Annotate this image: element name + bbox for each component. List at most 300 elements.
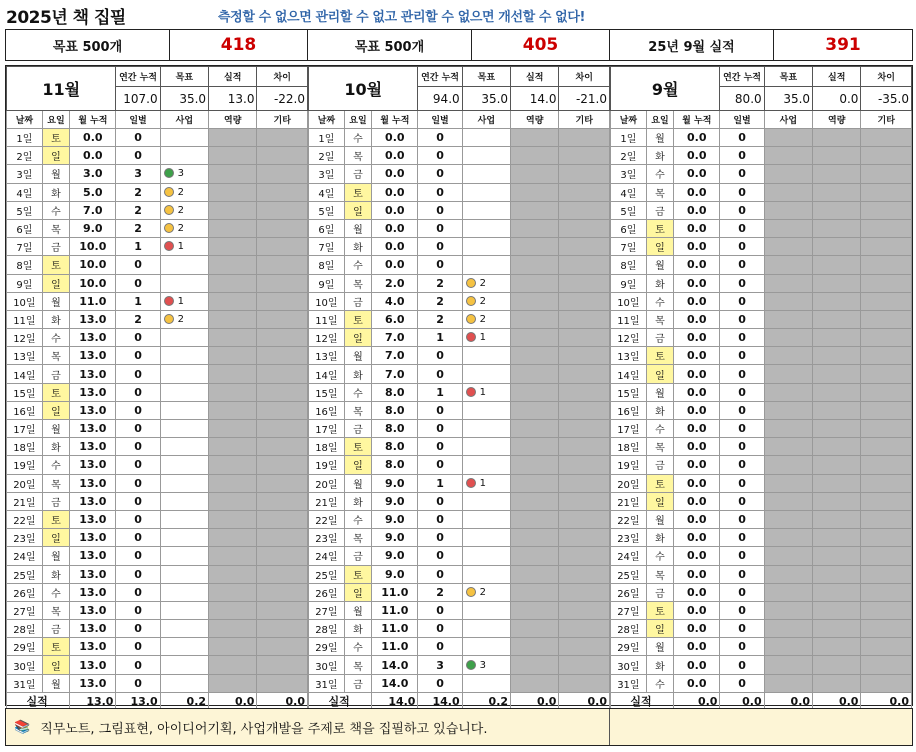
capacity-cell[interactable] <box>511 510 559 528</box>
daily-count-cell[interactable]: 0 <box>418 347 462 365</box>
daily-count-cell[interactable]: 2 <box>116 219 160 237</box>
etc-cell[interactable] <box>861 547 912 565</box>
daily-count-cell[interactable]: 1 <box>116 238 160 256</box>
business-cell[interactable] <box>462 401 510 419</box>
capacity-cell[interactable] <box>209 438 257 456</box>
monthly-cumulative-cell[interactable]: 11.0 <box>372 583 418 601</box>
business-cell[interactable] <box>462 201 510 219</box>
daily-count-cell[interactable]: 1 <box>116 292 160 310</box>
business-cell[interactable] <box>764 547 812 565</box>
daily-count-cell[interactable]: 0 <box>116 474 160 492</box>
etc-cell[interactable] <box>559 601 610 619</box>
business-cell[interactable] <box>462 219 510 237</box>
weekday-cell[interactable]: 화 <box>344 238 371 256</box>
actual-value[interactable]: 14.0 <box>511 87 559 111</box>
etc-cell[interactable] <box>559 401 610 419</box>
capacity-cell[interactable] <box>813 129 861 147</box>
capacity-cell[interactable] <box>209 129 257 147</box>
capacity-cell[interactable] <box>511 274 559 292</box>
date-cell[interactable]: 22일 <box>309 510 345 528</box>
daily-count-cell[interactable]: 0 <box>418 547 462 565</box>
date-cell[interactable]: 15일 <box>7 383 43 401</box>
business-cell[interactable] <box>160 601 208 619</box>
etc-cell[interactable] <box>559 674 610 692</box>
capacity-cell[interactable] <box>813 492 861 510</box>
capacity-cell[interactable] <box>511 310 559 328</box>
etc-cell[interactable] <box>257 310 308 328</box>
monthly-cumulative-cell[interactable]: 3.0 <box>70 165 116 183</box>
weekday-cell[interactable]: 화 <box>646 656 673 674</box>
daily-count-cell[interactable]: 0 <box>720 183 764 201</box>
date-cell[interactable]: 6일 <box>611 219 647 237</box>
daily-count-cell[interactable]: 0 <box>418 638 462 656</box>
business-cell[interactable] <box>462 292 510 310</box>
daily-count-cell[interactable]: 0 <box>418 438 462 456</box>
etc-cell[interactable] <box>257 383 308 401</box>
capacity-cell[interactable] <box>813 620 861 638</box>
capacity-cell[interactable] <box>209 583 257 601</box>
capacity-cell[interactable] <box>209 147 257 165</box>
monthly-cumulative-cell[interactable]: 0.0 <box>674 565 720 583</box>
monthly-cumulative-cell[interactable]: 13.0 <box>70 456 116 474</box>
weekday-cell[interactable]: 화 <box>42 438 69 456</box>
business-cell[interactable] <box>160 219 208 237</box>
monthly-cumulative-cell[interactable]: 13.0 <box>70 620 116 638</box>
weekday-cell[interactable]: 목 <box>344 147 371 165</box>
daily-count-cell[interactable]: 0 <box>116 365 160 383</box>
capacity-cell[interactable] <box>511 383 559 401</box>
monthly-cumulative-cell[interactable]: 11.0 <box>70 292 116 310</box>
daily-count-cell[interactable]: 0 <box>418 492 462 510</box>
date-cell[interactable]: 30일 <box>7 656 43 674</box>
etc-cell[interactable] <box>559 438 610 456</box>
business-cell[interactable] <box>764 656 812 674</box>
business-cell[interactable] <box>764 274 812 292</box>
monthly-cumulative-cell[interactable]: 13.0 <box>70 583 116 601</box>
monthly-cumulative-cell[interactable]: 11.0 <box>372 601 418 619</box>
etc-cell[interactable] <box>861 601 912 619</box>
total-daily[interactable]: 0.0 <box>720 692 764 710</box>
date-cell[interactable]: 5일 <box>309 201 345 219</box>
capacity-cell[interactable] <box>209 201 257 219</box>
etc-cell[interactable] <box>559 183 610 201</box>
business-cell[interactable] <box>764 529 812 547</box>
date-cell[interactable]: 4일 <box>309 183 345 201</box>
weekday-cell[interactable]: 토 <box>344 310 371 328</box>
etc-cell[interactable] <box>861 492 912 510</box>
capacity-cell[interactable] <box>209 420 257 438</box>
date-cell[interactable]: 4일 <box>611 183 647 201</box>
weekday-cell[interactable]: 수 <box>344 129 371 147</box>
weekday-cell[interactable]: 월 <box>646 383 673 401</box>
monthly-cumulative-cell[interactable]: 0.0 <box>674 329 720 347</box>
business-cell[interactable] <box>764 256 812 274</box>
capacity-cell[interactable] <box>813 329 861 347</box>
weekday-cell[interactable]: 목 <box>42 474 69 492</box>
date-cell[interactable]: 4일 <box>7 183 43 201</box>
etc-cell[interactable] <box>559 620 610 638</box>
business-cell[interactable] <box>462 129 510 147</box>
capacity-cell[interactable] <box>209 547 257 565</box>
capacity-cell[interactable] <box>813 638 861 656</box>
business-cell[interactable] <box>160 638 208 656</box>
monthly-cumulative-cell[interactable]: 0.0 <box>70 147 116 165</box>
daily-count-cell[interactable]: 0 <box>116 601 160 619</box>
monthly-cumulative-cell[interactable]: 13.0 <box>70 474 116 492</box>
weekday-cell[interactable]: 일 <box>42 529 69 547</box>
capacity-cell[interactable] <box>511 401 559 419</box>
date-cell[interactable]: 1일 <box>309 129 345 147</box>
weekday-cell[interactable]: 목 <box>42 347 69 365</box>
date-cell[interactable]: 25일 <box>611 565 647 583</box>
daily-count-cell[interactable]: 0 <box>720 456 764 474</box>
business-cell[interactable] <box>764 492 812 510</box>
weekday-cell[interactable]: 수 <box>42 583 69 601</box>
capacity-cell[interactable] <box>813 383 861 401</box>
weekday-cell[interactable]: 목 <box>344 274 371 292</box>
business-cell[interactable] <box>462 510 510 528</box>
capacity-cell[interactable] <box>209 292 257 310</box>
date-cell[interactable]: 25일 <box>309 565 345 583</box>
date-cell[interactable]: 9일 <box>611 274 647 292</box>
weekday-cell[interactable]: 수 <box>344 510 371 528</box>
monthly-cumulative-cell[interactable]: 14.0 <box>372 674 418 692</box>
daily-count-cell[interactable]: 1 <box>418 383 462 401</box>
etc-cell[interactable] <box>559 547 610 565</box>
capacity-cell[interactable] <box>209 383 257 401</box>
date-cell[interactable]: 24일 <box>611 547 647 565</box>
weekday-cell[interactable]: 금 <box>646 456 673 474</box>
monthly-cumulative-cell[interactable]: 10.0 <box>70 274 116 292</box>
business-cell[interactable] <box>462 274 510 292</box>
monthly-cumulative-cell[interactable]: 0.0 <box>674 238 720 256</box>
date-cell[interactable]: 30일 <box>309 656 345 674</box>
weekday-cell[interactable]: 금 <box>42 620 69 638</box>
weekday-cell[interactable]: 목 <box>646 438 673 456</box>
date-cell[interactable]: 31일 <box>7 674 43 692</box>
date-cell[interactable]: 31일 <box>611 674 647 692</box>
monthly-cumulative-cell[interactable]: 10.0 <box>70 238 116 256</box>
business-cell[interactable] <box>160 583 208 601</box>
monthly-cumulative-cell[interactable]: 13.0 <box>70 638 116 656</box>
etc-cell[interactable] <box>559 583 610 601</box>
date-cell[interactable]: 12일 <box>7 329 43 347</box>
weekday-cell[interactable]: 금 <box>344 420 371 438</box>
monthly-cumulative-cell[interactable]: 0.0 <box>674 420 720 438</box>
daily-count-cell[interactable]: 0 <box>720 583 764 601</box>
capacity-cell[interactable] <box>511 474 559 492</box>
weekday-cell[interactable]: 토 <box>42 638 69 656</box>
monthly-cumulative-cell[interactable]: 0.0 <box>674 219 720 237</box>
etc-cell[interactable] <box>559 347 610 365</box>
weekday-cell[interactable]: 토 <box>646 474 673 492</box>
capacity-cell[interactable] <box>813 474 861 492</box>
daily-count-cell[interactable]: 0 <box>720 401 764 419</box>
date-cell[interactable]: 31일 <box>309 674 345 692</box>
monthly-cumulative-cell[interactable]: 2.0 <box>372 274 418 292</box>
summary-value-2[interactable]: 405 <box>472 30 610 60</box>
diff-value[interactable]: -21.0 <box>559 87 610 111</box>
daily-count-cell[interactable]: 0 <box>116 256 160 274</box>
business-cell[interactable] <box>764 365 812 383</box>
date-cell[interactable]: 16일 <box>7 401 43 419</box>
business-cell[interactable] <box>160 292 208 310</box>
etc-cell[interactable] <box>257 274 308 292</box>
capacity-cell[interactable] <box>511 238 559 256</box>
total-monthly[interactable]: 0.0 <box>674 692 720 710</box>
date-cell[interactable]: 7일 <box>309 238 345 256</box>
monthly-cumulative-cell[interactable]: 0.0 <box>372 147 418 165</box>
etc-cell[interactable] <box>559 420 610 438</box>
weekday-cell[interactable]: 화 <box>344 365 371 383</box>
weekday-cell[interactable]: 일 <box>646 238 673 256</box>
date-cell[interactable]: 26일 <box>7 583 43 601</box>
etc-cell[interactable] <box>257 219 308 237</box>
daily-count-cell[interactable]: 0 <box>116 438 160 456</box>
daily-count-cell[interactable]: 2 <box>116 201 160 219</box>
etc-cell[interactable] <box>559 329 610 347</box>
capacity-cell[interactable] <box>511 656 559 674</box>
weekday-cell[interactable]: 일 <box>42 401 69 419</box>
etc-cell[interactable] <box>559 292 610 310</box>
summary-label-3[interactable]: 25년 9월 실적 <box>610 30 774 60</box>
etc-cell[interactable] <box>257 420 308 438</box>
weekday-cell[interactable]: 목 <box>646 565 673 583</box>
monthly-cumulative-cell[interactable]: 0.0 <box>674 274 720 292</box>
weekday-cell[interactable]: 금 <box>646 201 673 219</box>
etc-cell[interactable] <box>257 456 308 474</box>
daily-count-cell[interactable]: 0 <box>418 510 462 528</box>
daily-count-cell[interactable]: 0 <box>418 674 462 692</box>
etc-cell[interactable] <box>861 583 912 601</box>
date-cell[interactable]: 29일 <box>611 638 647 656</box>
capacity-cell[interactable] <box>209 401 257 419</box>
date-cell[interactable]: 14일 <box>7 365 43 383</box>
etc-cell[interactable] <box>257 238 308 256</box>
date-cell[interactable]: 27일 <box>7 601 43 619</box>
monthly-cumulative-cell[interactable]: 0.0 <box>674 638 720 656</box>
daily-count-cell[interactable]: 0 <box>418 365 462 383</box>
daily-count-cell[interactable]: 2 <box>418 274 462 292</box>
daily-count-cell[interactable]: 0 <box>418 256 462 274</box>
etc-cell[interactable] <box>257 165 308 183</box>
capacity-cell[interactable] <box>813 510 861 528</box>
business-cell[interactable] <box>764 638 812 656</box>
weekday-cell[interactable]: 목 <box>646 310 673 328</box>
date-cell[interactable]: 6일 <box>309 219 345 237</box>
etc-cell[interactable] <box>559 129 610 147</box>
etc-cell[interactable] <box>257 183 308 201</box>
daily-count-cell[interactable]: 0 <box>418 183 462 201</box>
business-cell[interactable] <box>160 510 208 528</box>
etc-cell[interactable] <box>861 219 912 237</box>
date-cell[interactable]: 20일 <box>309 474 345 492</box>
weekday-cell[interactable]: 월 <box>42 165 69 183</box>
date-cell[interactable]: 21일 <box>309 492 345 510</box>
daily-count-cell[interactable]: 0 <box>720 147 764 165</box>
weekday-cell[interactable]: 월 <box>646 638 673 656</box>
business-cell[interactable] <box>160 129 208 147</box>
annual-value[interactable]: 80.0 <box>720 87 764 111</box>
capacity-cell[interactable] <box>813 201 861 219</box>
capacity-cell[interactable] <box>209 329 257 347</box>
etc-cell[interactable] <box>861 620 912 638</box>
daily-count-cell[interactable]: 0 <box>116 383 160 401</box>
etc-cell[interactable] <box>559 238 610 256</box>
etc-cell[interactable] <box>861 510 912 528</box>
weekday-cell[interactable]: 월 <box>344 347 371 365</box>
date-cell[interactable]: 15일 <box>611 383 647 401</box>
daily-count-cell[interactable]: 0 <box>720 274 764 292</box>
etc-cell[interactable] <box>861 456 912 474</box>
monthly-cumulative-cell[interactable]: 9.0 <box>372 529 418 547</box>
monthly-cumulative-cell[interactable]: 0.0 <box>674 310 720 328</box>
summary-label-2[interactable]: 목표 500개 <box>308 30 472 60</box>
daily-count-cell[interactable]: 0 <box>720 529 764 547</box>
monthly-cumulative-cell[interactable]: 13.0 <box>70 510 116 528</box>
total-capacity[interactable]: 0.0 <box>813 692 861 710</box>
business-cell[interactable] <box>764 510 812 528</box>
monthly-cumulative-cell[interactable]: 0.0 <box>674 529 720 547</box>
monthly-cumulative-cell[interactable]: 0.0 <box>70 129 116 147</box>
capacity-cell[interactable] <box>209 474 257 492</box>
weekday-cell[interactable]: 일 <box>42 274 69 292</box>
capacity-cell[interactable] <box>813 310 861 328</box>
daily-count-cell[interactable]: 0 <box>116 529 160 547</box>
weekday-cell[interactable]: 일 <box>646 492 673 510</box>
date-cell[interactable]: 16일 <box>309 401 345 419</box>
daily-count-cell[interactable]: 2 <box>418 292 462 310</box>
weekday-cell[interactable]: 금 <box>646 329 673 347</box>
weekday-cell[interactable]: 일 <box>344 201 371 219</box>
business-cell[interactable] <box>462 329 510 347</box>
business-cell[interactable] <box>160 329 208 347</box>
etc-cell[interactable] <box>861 438 912 456</box>
business-cell[interactable] <box>462 183 510 201</box>
daily-count-cell[interactable]: 0 <box>720 329 764 347</box>
capacity-cell[interactable] <box>511 456 559 474</box>
monthly-cumulative-cell[interactable]: 9.0 <box>372 492 418 510</box>
capacity-cell[interactable] <box>511 420 559 438</box>
capacity-cell[interactable] <box>511 329 559 347</box>
etc-cell[interactable] <box>559 510 610 528</box>
weekday-cell[interactable]: 금 <box>344 547 371 565</box>
capacity-cell[interactable] <box>511 147 559 165</box>
etc-cell[interactable] <box>257 510 308 528</box>
daily-count-cell[interactable]: 2 <box>418 583 462 601</box>
date-cell[interactable]: 9일 <box>309 274 345 292</box>
capacity-cell[interactable] <box>209 620 257 638</box>
etc-cell[interactable] <box>559 383 610 401</box>
etc-cell[interactable] <box>559 474 610 492</box>
etc-cell[interactable] <box>559 201 610 219</box>
monthly-cumulative-cell[interactable]: 13.0 <box>70 347 116 365</box>
business-cell[interactable] <box>764 238 812 256</box>
capacity-cell[interactable] <box>813 365 861 383</box>
business-cell[interactable] <box>462 238 510 256</box>
business-cell[interactable] <box>764 201 812 219</box>
target-value[interactable]: 35.0 <box>160 87 208 111</box>
daily-count-cell[interactable]: 3 <box>116 165 160 183</box>
monthly-cumulative-cell[interactable]: 0.0 <box>674 474 720 492</box>
date-cell[interactable]: 3일 <box>611 165 647 183</box>
capacity-cell[interactable] <box>813 420 861 438</box>
monthly-cumulative-cell[interactable]: 0.0 <box>674 656 720 674</box>
daily-count-cell[interactable]: 0 <box>720 383 764 401</box>
business-cell[interactable] <box>462 474 510 492</box>
weekday-cell[interactable]: 토 <box>646 601 673 619</box>
business-cell[interactable] <box>764 129 812 147</box>
daily-count-cell[interactable]: 0 <box>720 438 764 456</box>
capacity-cell[interactable] <box>813 274 861 292</box>
daily-count-cell[interactable]: 0 <box>418 565 462 583</box>
etc-cell[interactable] <box>861 329 912 347</box>
date-cell[interactable]: 27일 <box>309 601 345 619</box>
total-etc[interactable]: 0.0 <box>861 692 912 710</box>
weekday-cell[interactable]: 월 <box>344 474 371 492</box>
daily-count-cell[interactable]: 0 <box>720 420 764 438</box>
monthly-cumulative-cell[interactable]: 0.0 <box>674 510 720 528</box>
etc-cell[interactable] <box>861 420 912 438</box>
capacity-cell[interactable] <box>511 201 559 219</box>
business-cell[interactable] <box>462 583 510 601</box>
capacity-cell[interactable] <box>511 547 559 565</box>
capacity-cell[interactable] <box>511 183 559 201</box>
daily-count-cell[interactable]: 0 <box>720 638 764 656</box>
daily-count-cell[interactable]: 0 <box>116 329 160 347</box>
date-cell[interactable]: 19일 <box>611 456 647 474</box>
monthly-cumulative-cell[interactable]: 10.0 <box>70 256 116 274</box>
date-cell[interactable]: 23일 <box>611 529 647 547</box>
etc-cell[interactable] <box>861 256 912 274</box>
weekday-cell[interactable]: 목 <box>344 529 371 547</box>
capacity-cell[interactable] <box>209 310 257 328</box>
target-value[interactable]: 35.0 <box>764 87 812 111</box>
monthly-cumulative-cell[interactable]: 7.0 <box>372 347 418 365</box>
summary-value-1[interactable]: 418 <box>170 30 308 60</box>
date-cell[interactable]: 20일 <box>611 474 647 492</box>
business-cell[interactable] <box>160 365 208 383</box>
date-cell[interactable]: 26일 <box>611 583 647 601</box>
weekday-cell[interactable]: 목 <box>42 219 69 237</box>
business-cell[interactable] <box>160 238 208 256</box>
date-cell[interactable]: 5일 <box>7 201 43 219</box>
capacity-cell[interactable] <box>813 529 861 547</box>
monthly-cumulative-cell[interactable]: 9.0 <box>372 565 418 583</box>
etc-cell[interactable] <box>861 656 912 674</box>
weekday-cell[interactable]: 금 <box>344 674 371 692</box>
weekday-cell[interactable]: 수 <box>646 420 673 438</box>
month-name[interactable]: 10월 <box>309 67 418 111</box>
annual-value[interactable]: 107.0 <box>116 87 160 111</box>
etc-cell[interactable] <box>559 310 610 328</box>
capacity-cell[interactable] <box>813 547 861 565</box>
capacity-cell[interactable] <box>813 674 861 692</box>
monthly-cumulative-cell[interactable]: 13.0 <box>70 329 116 347</box>
weekday-cell[interactable]: 토 <box>344 438 371 456</box>
etc-cell[interactable] <box>257 365 308 383</box>
weekday-cell[interactable]: 금 <box>42 365 69 383</box>
business-cell[interactable] <box>764 401 812 419</box>
monthly-cumulative-cell[interactable]: 8.0 <box>372 401 418 419</box>
weekday-cell[interactable]: 월 <box>42 420 69 438</box>
monthly-cumulative-cell[interactable]: 13.0 <box>70 310 116 328</box>
business-cell[interactable] <box>160 401 208 419</box>
daily-count-cell[interactable]: 0 <box>720 547 764 565</box>
actual-value[interactable]: 0.0 <box>813 87 861 111</box>
business-cell[interactable] <box>462 601 510 619</box>
daily-count-cell[interactable]: 0 <box>116 565 160 583</box>
